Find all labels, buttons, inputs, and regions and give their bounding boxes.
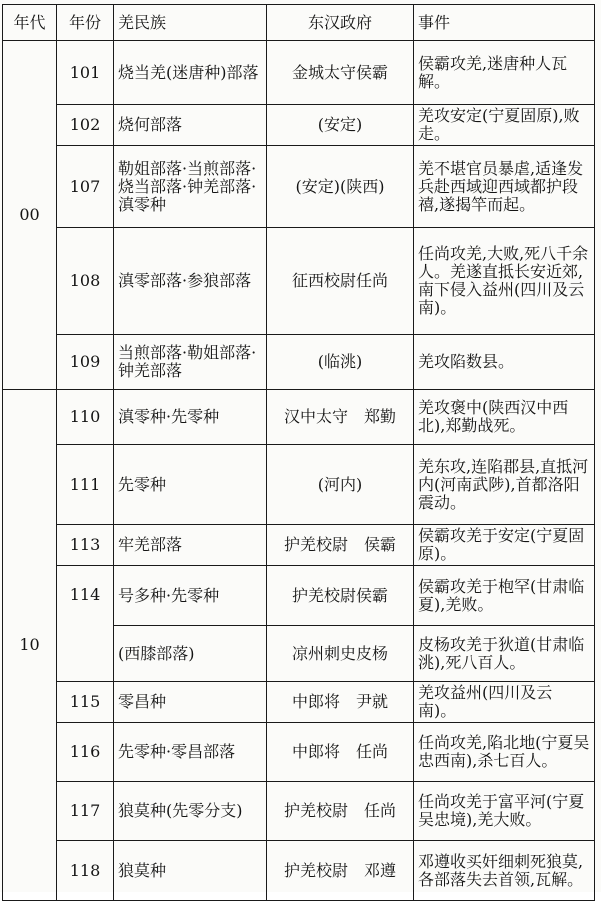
event-cell: 侯霸攻羌于枹罕(甘肃临夏),羌败。 <box>414 566 595 626</box>
tribe-cell: (西膝部落) <box>114 626 267 682</box>
header-tribe: 羌民族 <box>114 5 267 41</box>
event-cell: 羌攻褒中(陕西汉中西北),郑勤战死。 <box>414 390 595 445</box>
tribe-cell: 号多种·先零种 <box>114 566 267 626</box>
year-cell: 116 <box>57 723 114 782</box>
table-row <box>3 41 595 105</box>
event-cell: 侯霸攻羌于安定(宁夏固原)。 <box>414 525 595 566</box>
year-cell: 108 <box>57 228 114 335</box>
header-event: 事件 <box>414 5 595 41</box>
government-cell: (临洮) <box>267 335 414 390</box>
table-row <box>3 723 595 782</box>
tribe-cell: 狼莫种(先零分支) <box>114 782 267 841</box>
tribe-cell: 狼莫种 <box>114 841 267 901</box>
government-cell: 凉州刺史皮杨 <box>267 626 414 682</box>
tribe-cell: 滇零种·先零种 <box>114 390 267 445</box>
table-row <box>3 525 595 566</box>
event-cell: 任尚攻羌于富平河(宁夏吴忠境),羌大败。 <box>414 782 595 841</box>
table-row <box>3 682 595 723</box>
year-cell: 114 <box>57 566 114 682</box>
event-cell: 皮杨攻羌于狄道(甘肃临洮),死八百人。 <box>414 626 595 682</box>
government-cell: 征西校尉任尚 <box>267 228 414 335</box>
year-cell: 110 <box>57 390 114 445</box>
tribe-cell: 先零种·零昌部落 <box>114 723 267 782</box>
year-cell: 115 <box>57 682 114 723</box>
era-cell: 10 <box>3 390 57 901</box>
government-cell: (安定) <box>267 105 414 146</box>
tribe-cell: 零昌种 <box>114 682 267 723</box>
table-row <box>3 105 595 146</box>
government-cell: 护羌校尉侯霸 <box>267 566 414 626</box>
year-cell: 101 <box>57 41 114 105</box>
event-cell: 任尚攻羌,大败,死八千余人。羌遂直抵长安近郊,南下侵入益州(四川及云南)。 <box>414 228 595 335</box>
era-cell: 00 <box>3 41 57 390</box>
header-year: 年份 <box>57 5 114 41</box>
tribe-cell: 滇零部落·参狼部落 <box>114 228 267 335</box>
year-cell: 109 <box>57 335 114 390</box>
government-cell: 汉中太守 郑勤 <box>267 390 414 445</box>
year-cell: 118 <box>57 841 114 901</box>
tribe-cell: 勒姐部落·当煎部落·烧当部落·钟羌部落·滇零种 <box>114 146 267 228</box>
government-cell: 金城太守侯霸 <box>267 41 414 105</box>
year-cell: 117 <box>57 782 114 841</box>
government-cell: (河内) <box>267 445 414 525</box>
government-cell: (安定)(陕西) <box>267 146 414 228</box>
year-cell: 111 <box>57 445 114 525</box>
event-cell: 邓遵收买奸细刺死狼莫,各部落失去首领,瓦解。 <box>414 841 595 901</box>
government-cell: 护羌校尉 侯霸 <box>267 525 414 566</box>
tribe-cell: 当煎部落·勒姐部落·钟羌部落 <box>114 335 267 390</box>
table-row <box>3 146 595 228</box>
history-table <box>2 4 595 901</box>
year-cell: 102 <box>57 105 114 146</box>
event-cell: 羌攻益州(四川及云南)。 <box>414 682 595 723</box>
event-cell: 任尚攻羌,陷北地(宁夏吴忠西南),杀七百人。 <box>414 723 595 782</box>
table-row <box>3 445 595 525</box>
tribe-cell: 牢羌部落 <box>114 525 267 566</box>
government-cell: 护羌校尉 任尚 <box>267 782 414 841</box>
header-row <box>3 5 595 41</box>
table-row <box>3 390 595 445</box>
table-row <box>3 782 595 841</box>
year-cell: 107 <box>57 146 114 228</box>
event-cell: 羌攻陷数县。 <box>414 335 595 390</box>
event-cell: 羌东攻,连陷郡县,直抵河内(河南武陟),首都洛阳震动。 <box>414 445 595 525</box>
header-era: 年代 <box>3 5 57 41</box>
government-cell: 护羌校尉 邓遵 <box>267 841 414 901</box>
event-cell: 侯霸攻羌,迷唐种人瓦解。 <box>414 41 595 105</box>
event-cell: 羌不堪官员暴虐,适逢发兵赴西域迎西域都护段禧,遂揭竿而起。 <box>414 146 595 228</box>
tribe-cell: 烧当羌(迷唐种)部落 <box>114 41 267 105</box>
tribe-cell: 烧何部落 <box>114 105 267 146</box>
table-row <box>3 566 595 626</box>
tribe-cell: 先零种 <box>114 445 267 525</box>
year-cell: 113 <box>57 525 114 566</box>
event-cell: 羌攻安定(宁夏固原),败走。 <box>414 105 595 146</box>
header-government: 东汉政府 <box>267 5 414 41</box>
government-cell: 中郎将 任尚 <box>267 723 414 782</box>
table-row <box>3 228 595 335</box>
table-row <box>3 335 595 390</box>
government-cell: 中郎将 尹就 <box>267 682 414 723</box>
